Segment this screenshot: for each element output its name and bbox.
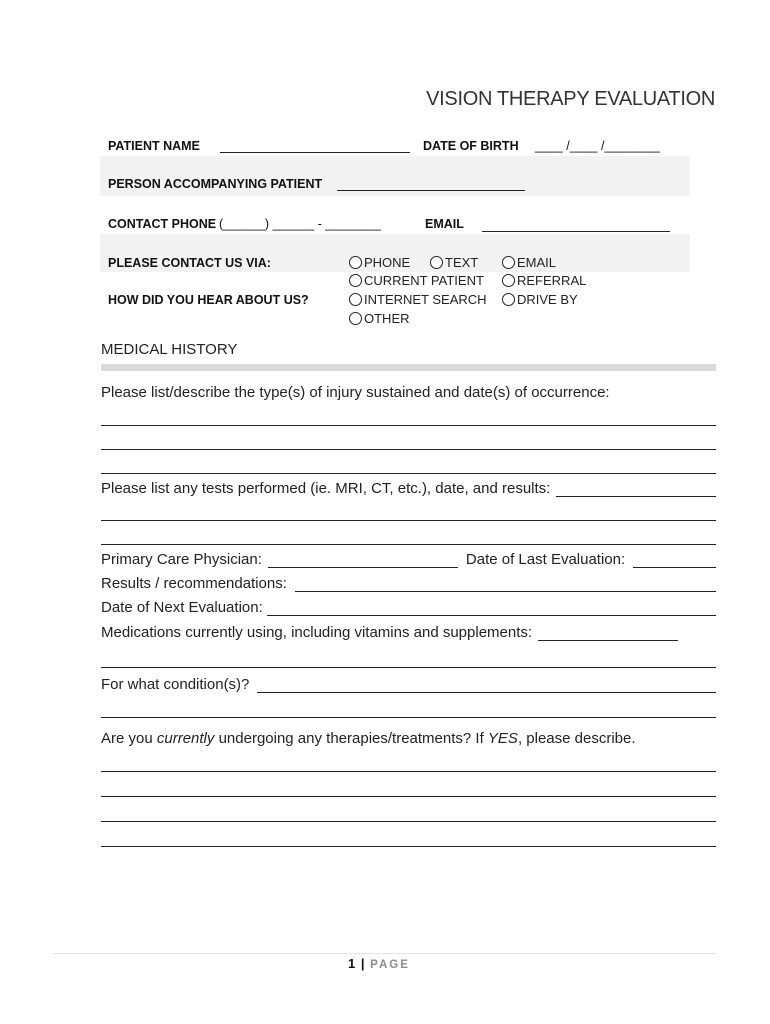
tests-row [101, 480, 716, 497]
page-word: PAGE [370, 959, 410, 971]
dob-label: DATE OF BIRTH [423, 139, 519, 153]
radio-circle-icon [502, 256, 515, 269]
section-divider [101, 364, 716, 371]
radio-circle-icon [349, 293, 362, 306]
radio-internet-search-label: INTERNET SEARCH [364, 292, 487, 307]
condition-line-1[interactable] [101, 717, 716, 718]
injury-prompt [101, 384, 716, 401]
therapies-line-3[interactable] [101, 821, 716, 822]
pcp-label: Primary Care Physician: [101, 551, 262, 568]
therapies-line-4[interactable] [101, 846, 716, 847]
radio-internet-search[interactable] [349, 292, 487, 307]
radio-referral[interactable] [502, 273, 586, 288]
therapies-emphasis-yes: YES [487, 730, 518, 747]
email-label: EMAIL [425, 217, 464, 231]
radio-drive-by[interactable] [502, 292, 578, 307]
form-title: VISION THERAPY EVALUATION [426, 88, 715, 110]
therapies-line-1[interactable] [101, 771, 716, 772]
therapies-line-2[interactable] [101, 796, 716, 797]
patient-name-field[interactable] [220, 152, 410, 153]
results-row [101, 575, 716, 592]
injury-line-2[interactable] [101, 449, 716, 450]
condition-field[interactable] [257, 679, 716, 693]
radio-circle-icon [502, 293, 515, 306]
radio-text[interactable] [430, 255, 478, 270]
therapies-prefix: Are you [101, 730, 157, 747]
last-eval-label: Date of Last Evaluation: [465, 551, 626, 568]
footer-divider [52, 953, 717, 954]
email-field[interactable] [482, 231, 670, 232]
radio-circle-icon [349, 274, 362, 287]
medications-field[interactable] [538, 627, 678, 641]
footer-separator: | [360, 956, 365, 971]
therapies-text [101, 730, 636, 747]
medications-label: Medications currently using, including vitamins and supplements: [101, 624, 533, 641]
accompanying-label: PERSON ACCOMPANYING PATIENT [108, 177, 323, 191]
next-eval-label: Date of Next Evaluation: [101, 599, 263, 616]
therapies-emphasis: currently [156, 730, 215, 747]
next-eval-row [101, 599, 716, 616]
accompanying-field[interactable] [337, 190, 525, 191]
contact-phone-label: CONTACT PHONE [108, 217, 217, 231]
pcp-row [101, 551, 716, 568]
tests-prompt-text: Please list any tests performed (ie. MRI, CT, etc.), date, and results: [101, 480, 551, 497]
last-eval-field[interactable] [633, 554, 716, 568]
therapies-prompt [101, 730, 716, 747]
dob-field[interactable]: ____ /____ /________ [535, 139, 661, 153]
radio-phone-label: PHONE [364, 255, 411, 270]
page-footer [348, 956, 410, 971]
therapies-suffix: , please describe. [517, 730, 636, 747]
radio-referral-label: REFERRAL [517, 273, 587, 288]
injury-line-1[interactable] [101, 425, 716, 426]
radio-phone[interactable] [349, 255, 410, 270]
radio-circle-icon [502, 274, 515, 287]
radio-text-label: TEXT [445, 255, 479, 270]
tests-line-1[interactable] [101, 520, 716, 521]
medications-line-1[interactable] [101, 667, 716, 668]
radio-other[interactable] [349, 311, 410, 326]
contact-phone-field[interactable]: (______) ______ - ________ [219, 217, 381, 231]
condition-label: For what condition(s)? [101, 676, 250, 693]
radio-circle-icon [349, 256, 362, 269]
radio-other-label: OTHER [364, 311, 410, 326]
condition-row [101, 676, 716, 693]
contact-via-label: PLEASE CONTACT US VIA: [108, 256, 271, 270]
radio-current-patient[interactable] [349, 273, 484, 288]
page-number: 1 [348, 956, 356, 971]
hear-about-label: HOW DID YOU HEAR ABOUT US? [108, 293, 309, 307]
radio-circle-icon [349, 312, 362, 325]
radio-email-label: EMAIL [517, 255, 557, 270]
medical-history-heading: MEDICAL HISTORY [101, 341, 238, 358]
tests-field[interactable] [556, 483, 716, 497]
radio-drive-by-label: DRIVE BY [517, 292, 578, 307]
results-field[interactable] [295, 578, 716, 592]
injury-prompt-text: Please list/describe the type(s) of injury sustained and date(s) of occurrence: [101, 384, 610, 401]
injury-line-3[interactable] [101, 473, 716, 474]
next-eval-field[interactable] [267, 602, 716, 616]
radio-email[interactable] [502, 255, 556, 270]
medications-row [101, 624, 716, 641]
radio-current-patient-label: CURRENT PATIENT [364, 273, 484, 288]
therapies-middle: undergoing any therapies/treatments? If [214, 730, 488, 747]
results-label: Results / recommendations: [101, 575, 287, 592]
patient-name-label: PATIENT NAME [108, 139, 200, 153]
radio-circle-icon [430, 256, 443, 269]
pcp-field[interactable] [268, 554, 458, 568]
tests-line-2[interactable] [101, 544, 716, 545]
